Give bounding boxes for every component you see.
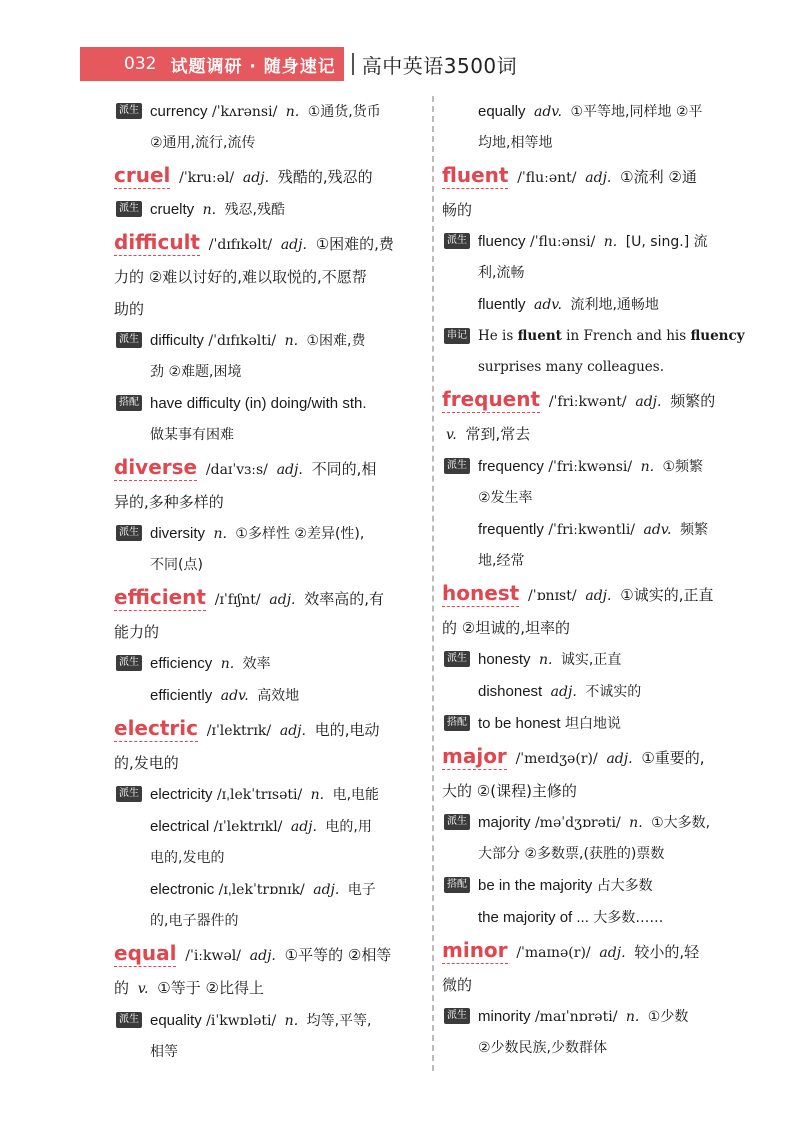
- tag-derive: 派生: [444, 651, 470, 667]
- meaning: 较小的,轻: [634, 943, 700, 961]
- derivative-electricity: [114, 779, 424, 811]
- meaning: 均等,平等,: [306, 1013, 372, 1029]
- meaning-cont: 电的,发电的: [150, 850, 225, 866]
- column-divider: [432, 96, 434, 1071]
- collocation-have-difficulty: [114, 388, 424, 420]
- meaning-cont: 地,经常: [478, 553, 525, 569]
- phrase: have difficulty (in) doing/with sth.: [150, 395, 367, 412]
- derivative-currency: [114, 96, 424, 128]
- meaning-cont: 的: [114, 979, 130, 997]
- meaning: 频繁的: [670, 392, 716, 410]
- part-of-speech: adj.: [280, 237, 307, 253]
- entry-honest: [442, 577, 747, 740]
- tag-connect: 串记: [444, 328, 470, 344]
- book-title: 高中英语3500词: [361, 53, 518, 78]
- meaning: ①重要的,: [641, 749, 705, 767]
- page-header: [80, 44, 517, 84]
- derivative-difficulty: [114, 325, 424, 357]
- meaning: 占大多数: [596, 878, 653, 894]
- entry-major: [442, 740, 747, 934]
- entry-equal: [114, 937, 424, 1068]
- phonetic: /ˈkʌrənsi/: [211, 104, 278, 120]
- tag-derive: 派生: [116, 103, 142, 119]
- headword-line: [442, 934, 747, 969]
- word: minority: [478, 1008, 531, 1025]
- part-of-speech: adj.: [635, 394, 662, 410]
- phonetic: /məˈdʒɒrəti/: [534, 815, 621, 831]
- part-of-speech: adj.: [313, 882, 340, 898]
- tag-derive: 派生: [116, 786, 142, 802]
- meaning: 残忍,残酷: [224, 202, 286, 218]
- phonetic: /iˈkwɒləti/: [206, 1013, 277, 1029]
- part-of-speech: v.: [137, 981, 149, 997]
- headword-line: [114, 159, 424, 194]
- left-column: [114, 96, 424, 1068]
- meaning-cont: 能力的: [114, 623, 160, 641]
- meaning: 诚实,正直: [560, 652, 622, 668]
- word: fluency: [478, 233, 526, 250]
- derivative-minority: [442, 1001, 747, 1033]
- tag-derive: 派生: [116, 655, 142, 671]
- meaning: 残酷的,残忍的: [277, 168, 373, 186]
- right-column: [442, 96, 747, 1064]
- phonetic: /ˈkruːəl/: [179, 170, 235, 186]
- meaning-cont: ②发生率: [478, 490, 533, 506]
- phonetic: /ˈmeɪdʒə(r)/: [515, 751, 598, 767]
- word: equally: [478, 103, 526, 120]
- word: frequency: [478, 458, 544, 475]
- headword-line: [114, 451, 424, 486]
- meaning: 大多数……: [593, 910, 664, 926]
- series-title: 试题调研 · 随身速记: [170, 56, 336, 77]
- meaning-cont: 力的 ②难以讨好的,难以取悦的,不愿帮: [114, 268, 367, 286]
- headword: fluent: [442, 163, 509, 187]
- meaning: 效率: [242, 656, 271, 672]
- derivative-honesty: [442, 644, 747, 676]
- word: equality: [150, 1012, 202, 1029]
- headword-line: [442, 159, 747, 194]
- tag-derive: 派生: [116, 525, 142, 541]
- phonetic: /ˈfriːkwənt/: [548, 394, 627, 410]
- meaning: ①大多数,: [651, 815, 711, 831]
- part-of-speech: n.: [213, 526, 227, 542]
- part-of-speech: n.: [310, 787, 325, 803]
- meaning: ①频繁: [662, 459, 704, 475]
- derivative-equality: [114, 1005, 424, 1037]
- meaning: 电,电能: [332, 787, 380, 803]
- part-of-speech: adj.: [242, 170, 270, 186]
- phonetic: /ɪˌlekˈtrɪsəti/: [216, 787, 303, 803]
- meaning: 电子: [347, 882, 376, 898]
- headword: frequent: [442, 387, 541, 411]
- part-of-speech: adv.: [643, 522, 672, 538]
- part-of-speech: adj.: [606, 751, 633, 767]
- example-cont: surprises many colleagues.: [478, 359, 664, 375]
- header-divider: [352, 53, 354, 75]
- meaning-cont: 的,发电的: [114, 754, 179, 772]
- part-of-speech: adj.: [249, 948, 276, 964]
- tag-collocation: 搭配: [444, 877, 470, 893]
- word: electronic: [150, 881, 215, 898]
- entry-difficult: [114, 226, 424, 451]
- collocation-be-in-majority: [442, 870, 747, 902]
- phonetic: /ɪˈlektrɪkl/: [213, 819, 283, 835]
- headword: cruel: [114, 163, 171, 187]
- phrase: to be honest: [478, 715, 561, 732]
- part-of-speech: adj.: [269, 592, 296, 608]
- entry-frequent: [442, 383, 747, 577]
- part-of-speech: adj.: [276, 462, 303, 478]
- word: cruelty: [150, 201, 195, 218]
- meaning: ①多样性 ②差异(性),: [235, 526, 365, 542]
- example-bold: fluency: [690, 328, 745, 344]
- derivative-electrical: [114, 811, 424, 843]
- meaning: ①困难,费: [306, 333, 366, 349]
- meaning: ①困难的,费: [315, 235, 394, 253]
- phonetic: /ˈfriːkwəntli/: [548, 522, 636, 538]
- meaning-cont: 均地,相等地: [478, 135, 553, 151]
- tag-derive: 派生: [444, 233, 470, 249]
- meaning: 不诚实的: [585, 684, 642, 700]
- entry-currency: [114, 96, 424, 159]
- meaning-verb: ①等于 ②比得上: [157, 979, 264, 997]
- meaning: 流利地,通畅地: [570, 297, 659, 313]
- entry-minor: [442, 934, 747, 1064]
- meaning-cont: 做某事有困难: [150, 427, 234, 443]
- part-of-speech: adj.: [585, 588, 612, 604]
- phonetic: /ˈdɪfɪkəlt/: [208, 237, 273, 253]
- headword-line: [114, 581, 424, 616]
- derivative-electronic: [114, 874, 424, 906]
- tag-derive: 派生: [116, 1012, 142, 1028]
- derivative-fluently: [442, 289, 747, 321]
- meaning: 坦白地说: [565, 716, 622, 732]
- part-of-speech: adj.: [599, 945, 626, 961]
- headword: diverse: [114, 455, 198, 479]
- derivative-frequently: [442, 514, 747, 546]
- word: fluently: [478, 296, 526, 313]
- meaning: ①诚实的,正直: [620, 586, 714, 604]
- word: efficiency: [150, 655, 213, 672]
- part-of-speech: n.: [285, 104, 300, 120]
- part-of-speech: adj.: [550, 684, 577, 700]
- example-sentence: [478, 328, 745, 344]
- meaning-cont: 劲 ②难题,困境: [150, 364, 242, 380]
- word: frequently: [478, 521, 544, 538]
- word: currency: [150, 103, 208, 120]
- meaning-cont-line: [114, 972, 424, 1005]
- part-of-speech: adv.: [534, 104, 563, 120]
- meaning-cont: 利,流畅: [478, 265, 525, 281]
- phrase: be in the majority: [478, 877, 593, 894]
- derivative-majority: [442, 807, 747, 839]
- phonetic: /ɪˈlektrɪk/: [206, 723, 272, 739]
- part-of-speech: n.: [284, 1013, 299, 1029]
- derivative-efficiency: [114, 648, 424, 680]
- phonetic: /ˈdɪfɪkəlti/: [208, 333, 277, 349]
- part-of-speech: adv.: [220, 688, 249, 704]
- example-bold: fluent: [517, 328, 562, 344]
- part-of-speech: n.: [625, 1009, 640, 1025]
- meaning: [U, sing.] 流: [625, 234, 708, 250]
- collocation-majority-of: [442, 902, 747, 934]
- headword: honest: [442, 581, 520, 605]
- part-of-speech: n.: [284, 333, 299, 349]
- entry-diverse: [114, 451, 424, 581]
- example-text: in French and his: [561, 328, 691, 344]
- meaning: ①流利 ②通: [620, 168, 697, 186]
- meaning-cont: 相等: [150, 1044, 178, 1060]
- part-of-speech: n.: [220, 656, 235, 672]
- headword: efficient: [114, 585, 206, 609]
- derivative-cruelty: [114, 194, 424, 226]
- part-of-speech: adv.: [533, 297, 562, 313]
- part-of-speech: n.: [603, 234, 618, 250]
- meaning: 电的,用: [325, 819, 372, 835]
- tag-derive: 派生: [444, 814, 470, 830]
- tag-collocation: 搭配: [444, 715, 470, 731]
- headword: electric: [114, 716, 198, 740]
- tag-derive: 派生: [444, 458, 470, 474]
- phonetic: /ɪˈfɪʃnt/: [214, 592, 261, 608]
- meaning: 电的,电动: [314, 721, 380, 739]
- meaning: 频繁: [679, 522, 708, 538]
- part-of-speech: n.: [640, 459, 655, 475]
- tag-derive: 派生: [116, 332, 142, 348]
- phonetic: /ˈfluːənt/: [517, 170, 577, 186]
- headword-line: [442, 383, 747, 418]
- phonetic: /ˈfriːkwənsi/: [548, 459, 633, 475]
- word: electrical: [150, 818, 210, 835]
- example-fluent: [442, 321, 747, 352]
- meaning: 效率高的,有: [304, 590, 385, 608]
- derivative-equally: [442, 96, 747, 128]
- phonetic: /ˈɒnɪst/: [528, 588, 577, 604]
- meaning-cont: 异的,多种多样的: [114, 493, 224, 511]
- part-of-speech: v.: [446, 427, 457, 443]
- meaning: 高效地: [257, 688, 300, 704]
- phrase: the majority of ...: [478, 909, 589, 926]
- meaning-cont: 大部分 ②多数票,(获胜的)票数: [478, 846, 665, 862]
- word: difficulty: [150, 332, 204, 349]
- headword: equal: [114, 941, 177, 965]
- headword: minor: [442, 938, 508, 962]
- word: efficiently: [150, 687, 213, 704]
- word: electricity: [150, 786, 213, 803]
- entry-cruel: [114, 159, 424, 226]
- entry-fluent: [442, 159, 747, 383]
- derivative-fluency: [442, 226, 747, 258]
- headword-line: [114, 712, 424, 747]
- phonetic: /ˈiːkwəl/: [185, 948, 241, 964]
- meaning-cont: 不同(点): [150, 557, 203, 573]
- derivative-efficiently: [114, 680, 424, 712]
- headword-line: [114, 937, 424, 972]
- tag-collocation: 搭配: [116, 395, 142, 411]
- part-of-speech: adj.: [290, 819, 317, 835]
- meaning-cont: ②通用,流行,流传: [150, 135, 256, 151]
- phonetic: /maɪˈnɒrəti/: [534, 1009, 618, 1025]
- tag-derive: 派生: [116, 201, 142, 217]
- headword-line: [442, 740, 747, 775]
- meaning: ①少数: [647, 1009, 689, 1025]
- entry-electric: [114, 712, 424, 937]
- headword-line: [114, 226, 424, 261]
- part-of-speech: n.: [202, 202, 217, 218]
- part-of-speech: adj.: [279, 723, 306, 739]
- meaning-cont-line: [442, 418, 747, 451]
- derivative-frequency: [442, 451, 747, 483]
- page-number: 032: [124, 54, 157, 74]
- tag-derive: 派生: [444, 1008, 470, 1024]
- word: honesty: [478, 651, 531, 668]
- entry-efficient: [114, 581, 424, 712]
- meaning: ①平等的 ②相等: [284, 946, 392, 964]
- word: diversity: [150, 525, 206, 542]
- derivative-dishonest: [442, 676, 747, 708]
- entry-equally: [442, 96, 747, 159]
- meaning-cont: 畅的: [442, 201, 473, 219]
- phonetic: /ɪˌlekˈtrɒnɪk/: [218, 882, 305, 898]
- headword: difficult: [114, 230, 200, 254]
- meaning: ①通货,货币: [307, 104, 381, 120]
- collocation-to-be-honest: [442, 708, 747, 740]
- meaning-cont: 的,电子器件的: [150, 913, 239, 929]
- meaning: ①平等地,同样地 ②平: [570, 104, 703, 120]
- part-of-speech: n.: [629, 815, 643, 831]
- word: majority: [478, 814, 531, 831]
- phonetic: /daɪˈvɜːs/: [205, 462, 268, 478]
- meaning-cont: 助的: [114, 300, 145, 318]
- meaning-cont: 的 ②坦诚的,坦率的: [442, 619, 570, 637]
- meaning: 不同的,相: [311, 460, 377, 478]
- meaning-cont: 微的: [442, 976, 473, 994]
- derivative-diversity: [114, 518, 424, 550]
- meaning-cont: ②少数民族,少数群体: [478, 1040, 608, 1056]
- part-of-speech: n.: [539, 652, 553, 668]
- meaning-verb: 常到,常去: [465, 425, 531, 443]
- headword-line: [442, 577, 747, 612]
- meaning-cont: 大的 ②(课程)主修的: [442, 782, 577, 800]
- example-text: He is: [478, 328, 518, 344]
- headword: major: [442, 744, 507, 768]
- header-band: [80, 47, 344, 81]
- word: dishonest: [478, 683, 543, 700]
- part-of-speech: adj.: [585, 170, 612, 186]
- phonetic: /ˈfluːənsi/: [529, 234, 596, 250]
- phonetic: /ˈmaɪnə(r)/: [516, 945, 591, 961]
